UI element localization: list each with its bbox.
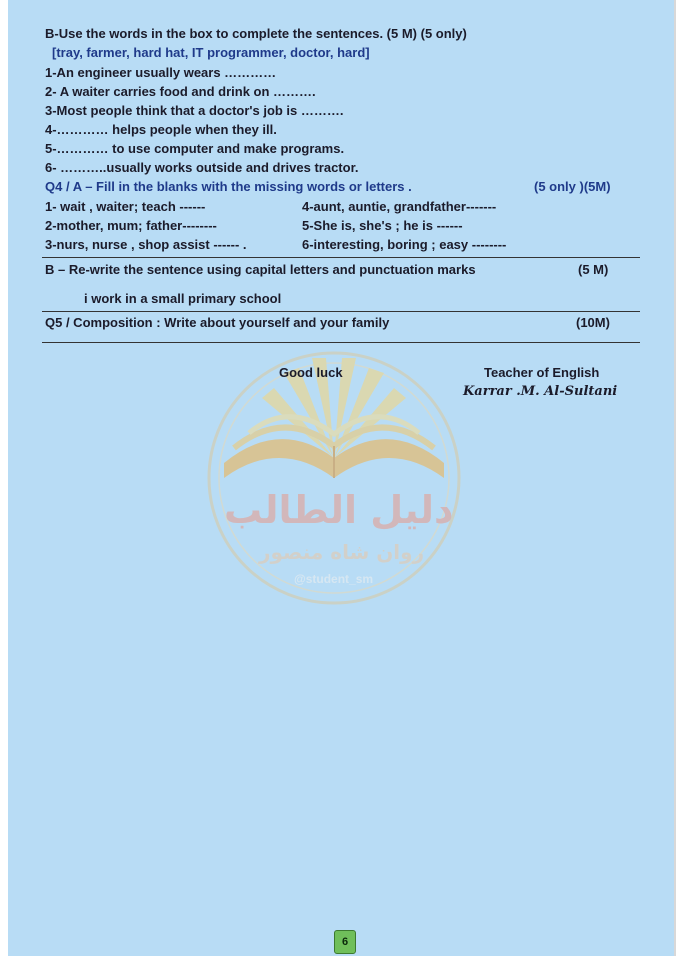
q4-part-b-sentence: i work in a small primary school — [84, 291, 282, 306]
section-b-item: 5-………… to use computer and make programs. — [45, 141, 345, 156]
divider — [42, 257, 640, 258]
section-b-item: 6- ………..usually works outside and drives tractor. — [45, 160, 359, 175]
q4-left-item: 1- wait , waiter; teach ------ — [45, 199, 206, 214]
q4-part-b-heading: B – Re-write the sentence using capital letters and punctuation marks — [45, 262, 476, 277]
q4-left-item: 3-nurs, nurse , shop assist ------ . — [45, 237, 247, 252]
q5-marks: (10M) — [576, 315, 610, 330]
section-b-item: 2- A waiter carries food and drink on ………. — [45, 84, 316, 99]
word-box: [tray, farmer, hard hat, IT programmer, doctor, hard] — [52, 45, 370, 60]
q5-heading: Q5 / Composition : Write about yourself and your family — [45, 315, 390, 330]
q4-heading: Q4 / A – Fill in the blanks with the missing words or letters . — [45, 179, 412, 194]
q4-marks: (5 only )(5M) — [534, 179, 611, 194]
exam-page — [8, 0, 676, 956]
section-b-heading: B-Use the words in the box to complete the sentences. (5 M) (5 only) — [45, 26, 467, 41]
watermark-handle: @student_sm — [294, 572, 374, 586]
q4-right-item: 6-interesting, boring ; easy -------- — [302, 237, 507, 252]
q4-left-item: 2-mother, mum; father-------- — [45, 218, 217, 233]
divider — [42, 311, 640, 312]
divider — [42, 342, 640, 343]
section-b-item: 1-An engineer usually wears ………… — [45, 65, 277, 80]
teacher-signature: Karrar .M. Al-Sultani — [463, 384, 618, 399]
page-number: 6 — [334, 930, 356, 954]
q4-right-item: 5-She is, she's ; he is ------ — [302, 218, 463, 233]
section-b-item: 3-Most people think that a doctor's job is ………. — [45, 103, 344, 118]
watermark-arabic-title: دليل الطالب — [224, 488, 454, 532]
teacher-title: Teacher of English — [484, 365, 600, 380]
watermark-arabic-subtitle: روان شاه منصور — [259, 540, 425, 564]
q4-right-item: 4-aunt, auntie, grandfather------- — [302, 199, 497, 214]
section-b-item: 4-………… helps people when they ill. — [45, 122, 277, 137]
q4-part-b-marks: (5 M) — [578, 262, 609, 277]
good-luck: Good luck — [279, 365, 343, 380]
